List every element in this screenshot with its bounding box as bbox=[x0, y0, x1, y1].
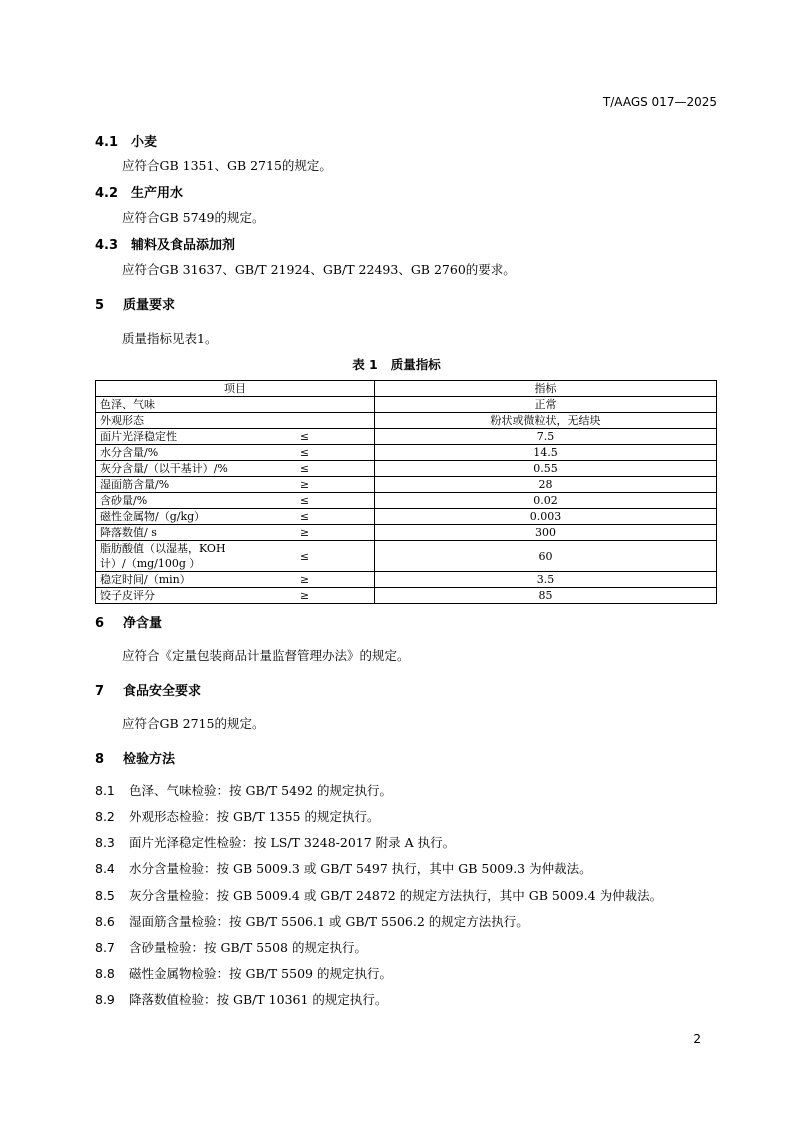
section-number: 4.1 bbox=[95, 135, 119, 150]
section-number: 8 bbox=[95, 752, 105, 767]
section-5-heading bbox=[95, 294, 175, 313]
method-item bbox=[95, 912, 529, 930]
method-number: 8.3 bbox=[95, 835, 115, 850]
method-number: 8.1 bbox=[95, 783, 115, 798]
row-name: 脂肪酸值（以湿基，KOH计）/（mg/100g ） bbox=[96, 541, 236, 572]
section-number: 4.3 bbox=[95, 238, 119, 253]
table-row bbox=[96, 572, 717, 588]
section-title: 质量要求 bbox=[123, 298, 176, 313]
method-text: 磁性金属物检验：按 GB/T 5509 的规定执行。 bbox=[129, 966, 392, 981]
method-item bbox=[95, 886, 662, 904]
row-symbol: ≤ bbox=[235, 493, 375, 509]
method-number: 8.7 bbox=[95, 940, 115, 955]
section-4-2-text: 应符合GB 5749的规定。 bbox=[122, 210, 265, 225]
row-symbol: ≤ bbox=[235, 541, 375, 572]
row-value: 300 bbox=[375, 525, 717, 541]
method-text: 面片光泽稳定性检验：按 LS/T 3248-2017 附录 A 执行。 bbox=[129, 835, 456, 850]
method-item bbox=[95, 859, 592, 877]
section-7-text: 应符合GB 2715的规定。 bbox=[122, 716, 265, 731]
table-row bbox=[96, 525, 717, 541]
table-row bbox=[96, 493, 717, 509]
method-text: 湿面筋含量检验：按 GB/T 5506.1 或 GB/T 5506.2 的规定方法执行。 bbox=[129, 914, 529, 929]
row-name: 面片光泽稳定性 bbox=[96, 429, 236, 445]
row-value: 85 bbox=[375, 588, 717, 604]
row-symbol: ≤ bbox=[235, 461, 375, 477]
row-value: 7.5 bbox=[375, 429, 717, 445]
row-name: 降落数值/ s bbox=[96, 525, 236, 541]
method-text: 色泽、气味检验：按 GB/T 5492 的规定执行。 bbox=[129, 783, 392, 798]
section-5-text: 质量指标见表1。 bbox=[122, 331, 218, 346]
row-name: 色泽、气味 bbox=[96, 397, 375, 413]
page-number: 2 bbox=[693, 1032, 701, 1046]
section-number: 7 bbox=[95, 684, 105, 699]
method-number: 8.6 bbox=[95, 914, 115, 929]
method-text: 灰分含量检验：按 GB 5009.4 或 GB/T 24872 的规定方法执行，其中 GB 5009.4 为仲裁法。 bbox=[129, 888, 663, 903]
table-caption: 表 1 质量指标 bbox=[352, 357, 441, 372]
method-item bbox=[95, 964, 392, 982]
table-row bbox=[96, 477, 717, 493]
section-number: 4.2 bbox=[95, 186, 119, 201]
section-7-heading bbox=[95, 680, 201, 699]
section-4-1-heading bbox=[95, 131, 157, 150]
row-name: 湿面筋含量/% bbox=[96, 477, 236, 493]
row-name: 灰分含量/（以干基计）/% bbox=[96, 461, 236, 477]
row-symbol: ≤ bbox=[235, 429, 375, 445]
row-symbol: ≥ bbox=[235, 525, 375, 541]
table-header-row bbox=[96, 381, 717, 397]
table-row bbox=[96, 397, 717, 413]
method-number: 8.4 bbox=[95, 861, 115, 876]
table-row bbox=[96, 509, 717, 525]
row-value: 3.5 bbox=[375, 572, 717, 588]
section-4-3-heading bbox=[95, 234, 235, 253]
method-item bbox=[95, 990, 387, 1008]
row-name: 含砂量/% bbox=[96, 493, 236, 509]
table-row bbox=[96, 541, 717, 572]
table-row bbox=[96, 445, 717, 461]
row-value: 粉状或微粒状，无结块 bbox=[375, 413, 717, 429]
section-number: 5 bbox=[95, 298, 105, 313]
row-name: 稳定时间/（min） bbox=[96, 572, 236, 588]
section-8-heading bbox=[95, 748, 175, 767]
row-value: 0.003 bbox=[375, 509, 717, 525]
row-symbol: ≤ bbox=[235, 445, 375, 461]
document-code: T/AAGS 017—2025 bbox=[602, 95, 717, 109]
row-value: 28 bbox=[375, 477, 717, 493]
table-row bbox=[96, 429, 717, 445]
row-symbol: ≥ bbox=[235, 477, 375, 493]
method-item bbox=[95, 807, 379, 825]
table-row bbox=[96, 588, 717, 604]
section-4-3-text: 应符合GB 31637、GB/T 21924、GB/T 22493、GB 2760的要求。 bbox=[122, 262, 516, 277]
section-6-text: 应符合《定量包装商品计量监督管理办法》的规定。 bbox=[122, 648, 410, 663]
section-title: 食品安全要求 bbox=[123, 684, 202, 699]
section-number: 6 bbox=[95, 616, 105, 631]
section-4-1-text: 应符合GB 1351、GB 2715的规定。 bbox=[122, 158, 332, 173]
table-header-value: 指标 bbox=[375, 381, 717, 397]
method-number: 8.5 bbox=[95, 888, 115, 903]
row-value: 正常 bbox=[375, 397, 717, 413]
row-value: 60 bbox=[375, 541, 717, 572]
row-symbol: ≥ bbox=[235, 588, 375, 604]
table-row bbox=[96, 413, 717, 429]
section-title: 辅料及食品添加剂 bbox=[131, 238, 236, 253]
table-row bbox=[96, 461, 717, 477]
method-number: 8.2 bbox=[95, 809, 115, 824]
row-symbol: ≤ bbox=[235, 509, 375, 525]
method-text: 水分含量检验：按 GB 5009.3 或 GB/T 5497 执行，其中 GB 5009.3 为仲裁法。 bbox=[129, 861, 592, 876]
method-item bbox=[95, 781, 392, 799]
section-title: 检验方法 bbox=[123, 752, 176, 767]
method-item bbox=[95, 833, 455, 851]
method-number: 8.9 bbox=[95, 992, 115, 1007]
row-value: 0.55 bbox=[375, 461, 717, 477]
section-title: 净含量 bbox=[123, 616, 163, 631]
method-text: 含砂量检验：按 GB/T 5508 的规定执行。 bbox=[129, 940, 367, 955]
quality-table bbox=[95, 380, 717, 604]
table-header-item: 项目 bbox=[96, 381, 375, 397]
row-name: 水分含量/% bbox=[96, 445, 236, 461]
method-text: 外观形态检验：按 GB/T 1355 的规定执行。 bbox=[129, 809, 380, 824]
row-value: 0.02 bbox=[375, 493, 717, 509]
section-title: 生产用水 bbox=[131, 186, 184, 201]
row-name: 饺子皮评分 bbox=[96, 588, 236, 604]
method-text: 降落数值检验：按 GB/T 10361 的规定执行。 bbox=[129, 992, 388, 1007]
method-number: 8.8 bbox=[95, 966, 115, 981]
row-name: 外观形态 bbox=[96, 413, 375, 429]
section-6-heading bbox=[95, 612, 162, 631]
section-title: 小麦 bbox=[131, 135, 158, 150]
method-item bbox=[95, 938, 367, 956]
row-symbol: ≥ bbox=[235, 572, 375, 588]
row-name: 磁性金属物/（g/kg） bbox=[96, 509, 236, 525]
row-value: 14.5 bbox=[375, 445, 717, 461]
section-4-2-heading bbox=[95, 182, 183, 201]
